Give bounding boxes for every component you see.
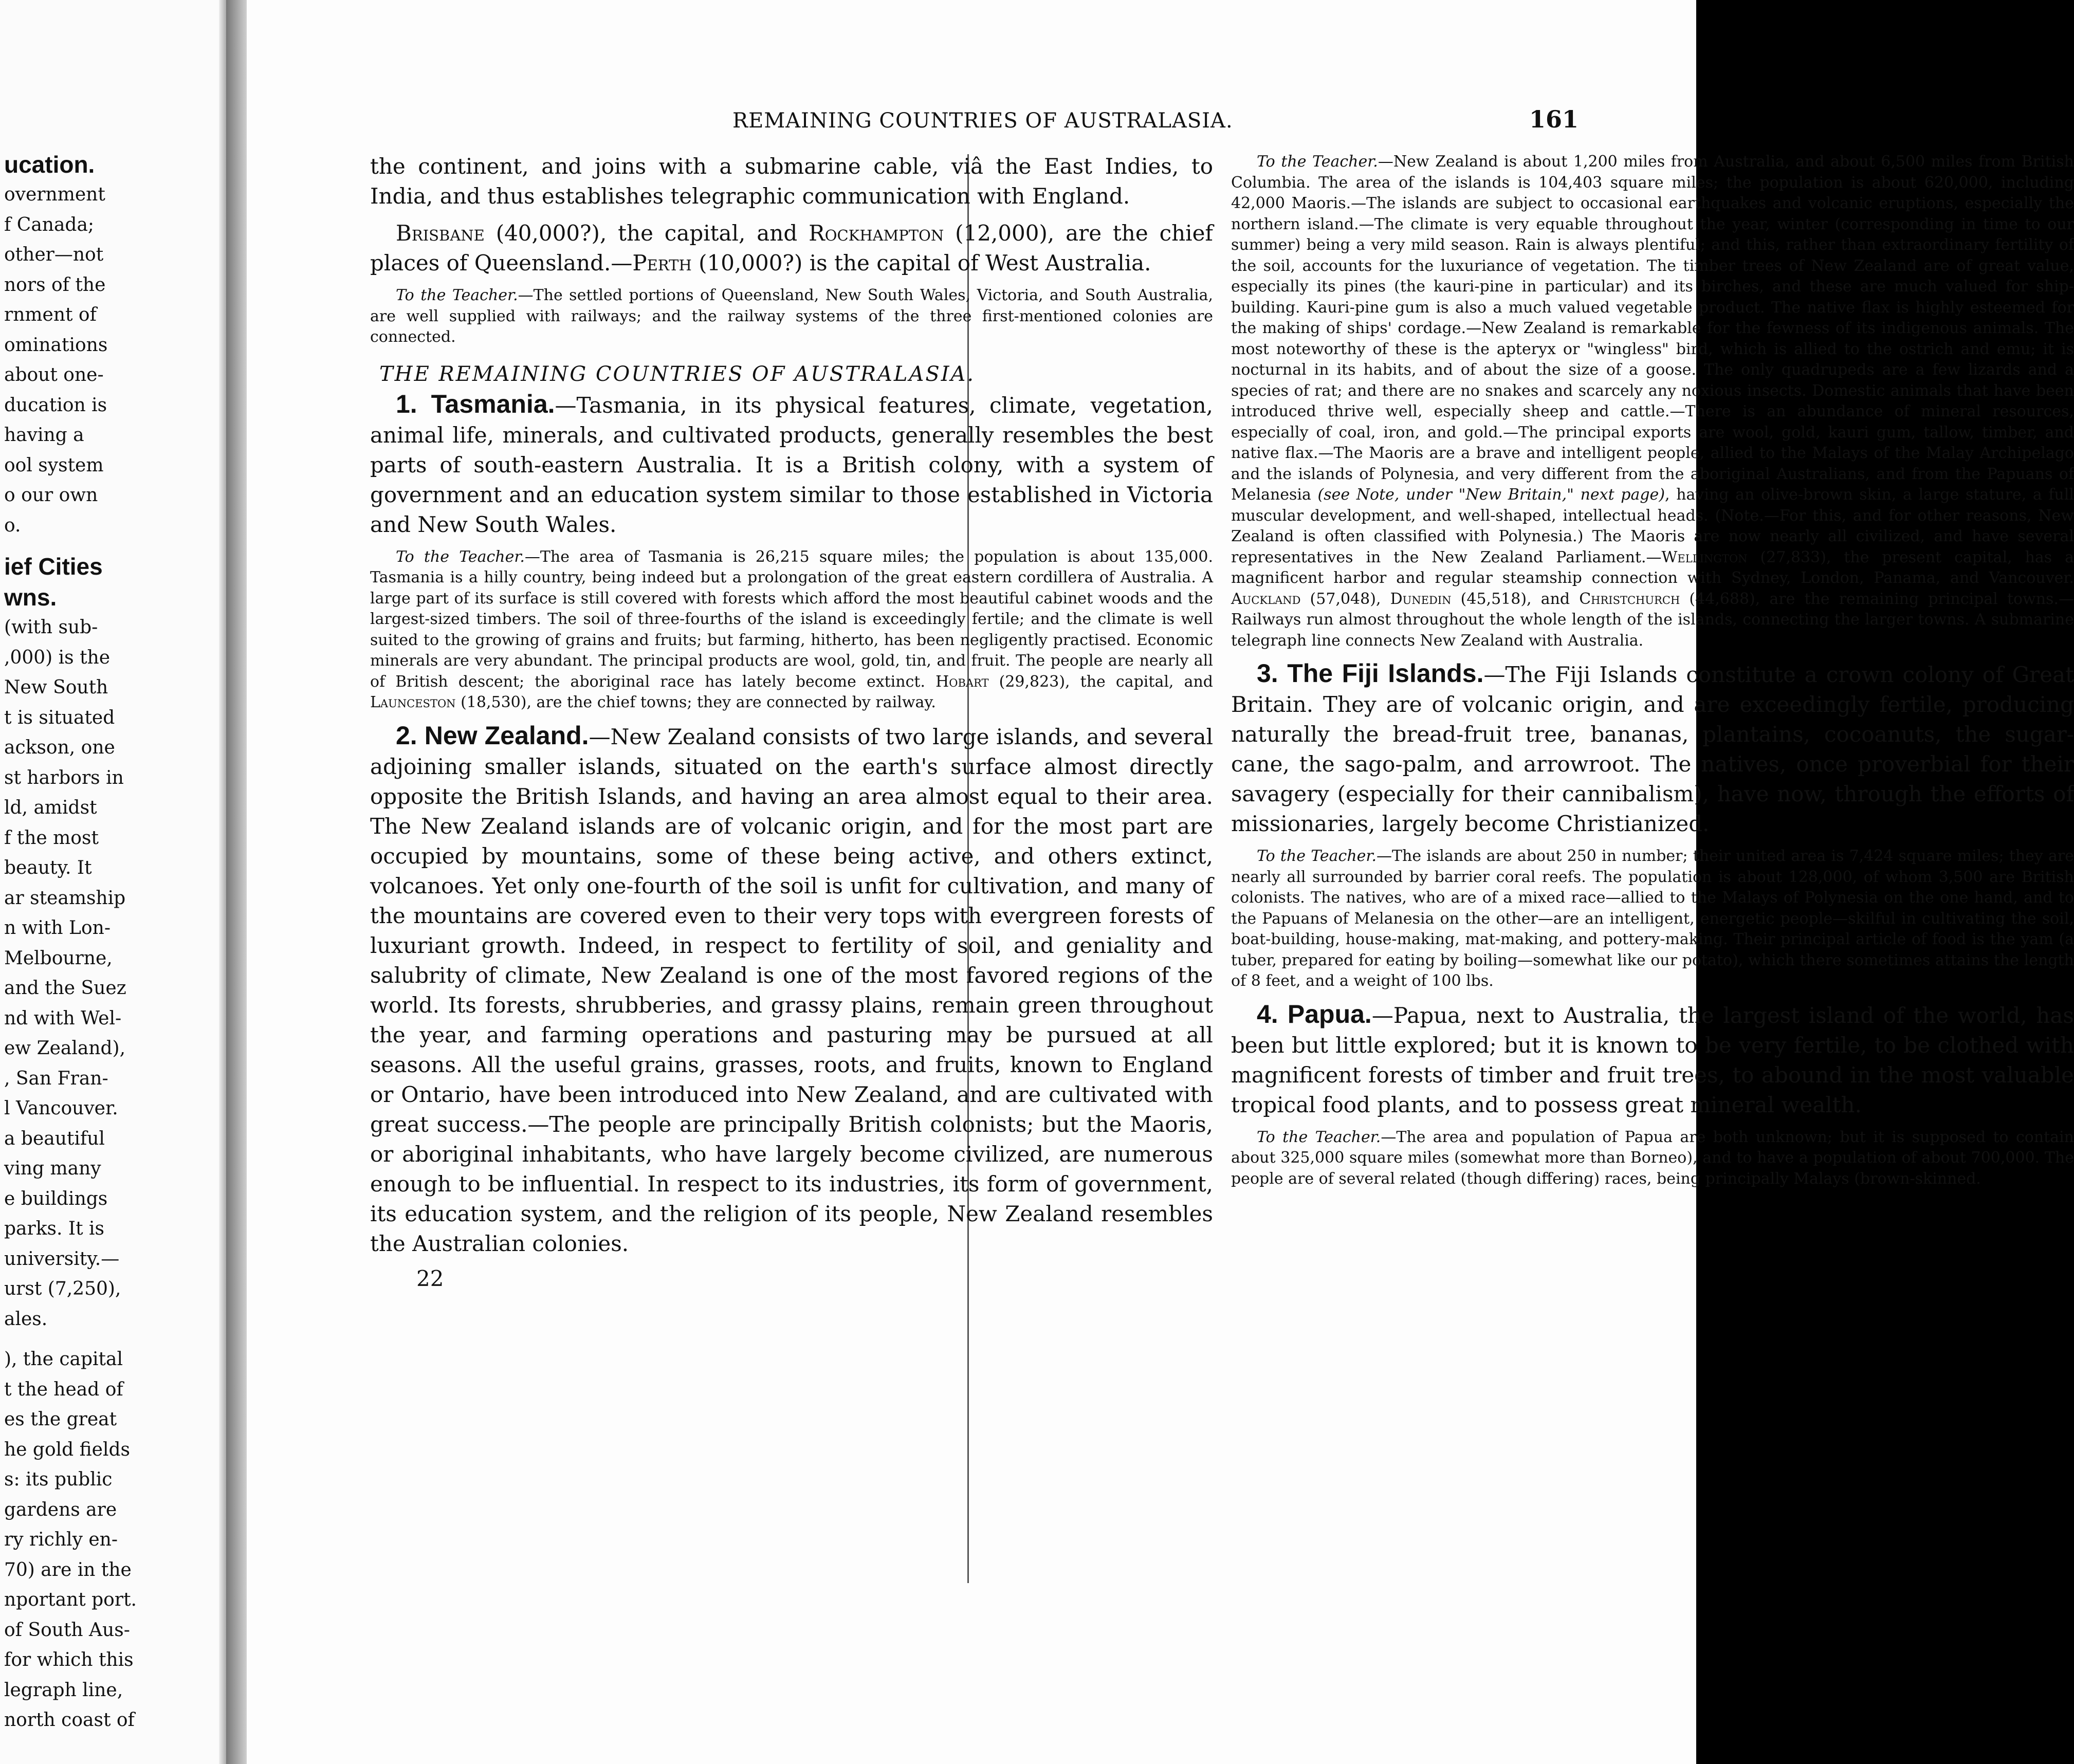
left-page-line: ool system <box>4 454 104 476</box>
tasmania-heading: 1. Tasmania. <box>396 389 555 418</box>
left-page-line: (with sub- <box>4 617 98 638</box>
left-page-line: nportant port. <box>4 1589 137 1610</box>
left-page-line: beauty. It <box>4 857 92 878</box>
fiji-paragraph <box>1231 658 2074 839</box>
note-label: To the Teacher. <box>396 286 518 304</box>
left-page-fragment <box>0 0 226 1764</box>
left-page-line: ew Zealand), <box>4 1038 126 1059</box>
fiji-heading: 3. The Fiji Islands. <box>1257 659 1484 688</box>
text-run: (44,688), are the remaining principal towns.—Railways run almost throughout the whole length of the islands, connecting the larger towns. A submarine telegraph line connects New Zealand with Australia. <box>1231 590 2074 650</box>
left-page-line: ales. <box>4 1308 48 1330</box>
note-text: , having an olive-brown skin, a large stature, a full muscular development, and well-shaped, intellectual heads. (Note.—For this, and for other reasons, New Zealand is often classified with Polynesia.) The Maoris are now nearly all civilized, and have several representatives in the New Zealand Parliament.— <box>1231 486 2074 566</box>
page-number: 161 <box>1529 105 1579 133</box>
running-head: REMAINING COUNTRIES OF AUSTRALASIA. <box>732 109 1233 133</box>
left-page-line: wns. <box>4 584 57 611</box>
left-page-line: legraph line, <box>4 1679 123 1701</box>
left-page-line: ry richly en- <box>4 1529 118 1550</box>
note-text: —The area and population of Papua are both unknown; but it is supposed to contain about 325,000 square miles (somewhat more than Borneo), and to have a population of about 700,000. The people are of several related (though differing) races, being principally Malays (brown-skinned. <box>1231 1128 2074 1188</box>
note-text: —The islands are about 250 in number; their united area is 7,424 square miles; they are nearly all surrounded by barrier coral reefs. The population is about 128,000, of whom 3,500 are British colonists. The natives, who are of a mixed race—allied to the Malays of Polynesia on the one hand, and to the Papuans of Melanesia on the other—are an intelligent, energetic people—skilful in cultivating the soil, boat-building, house-making, mat-making, and pottery-making. Their principal article of food is the yam (a tuber, prepared for eating by boiling—somewhat like our potato), which there sometimes attains the length of 8 feet, and a weight of 100 lbs. <box>1231 847 2074 990</box>
left-page-line: parks. It is <box>4 1218 105 1239</box>
left-page-line: gardens are <box>4 1499 117 1520</box>
text-run: (40,000?), the capital, and <box>484 220 809 246</box>
text-run: (18,530), are the chief towns; they are connected by railway. <box>455 693 936 711</box>
left-page-line: overnment <box>4 184 105 205</box>
note-cross-reference: (see Note, under "New Britain," next page) <box>1317 486 1665 504</box>
place-christchurch: Christchurch <box>1579 590 1680 608</box>
left-page-line: north coast of <box>4 1710 135 1731</box>
left-page-line: of South Aus- <box>4 1619 130 1641</box>
text-run: (45,518), and <box>1451 590 1580 608</box>
left-page-line: e buildings <box>4 1188 108 1209</box>
left-page-line: f the most <box>4 827 99 849</box>
left-page-text <box>4 149 225 1736</box>
new-zealand-paragraph <box>370 721 1213 1259</box>
left-page-line: New South <box>4 677 108 698</box>
teacher-note-tasmania <box>370 547 1213 713</box>
teacher-note-railways <box>370 285 1213 348</box>
text-run: (29,823), the capital, and <box>988 672 1213 691</box>
signature-folio: 22 <box>416 1265 444 1291</box>
left-page-line: o. <box>4 514 21 536</box>
left-page-line: s: its public <box>4 1469 113 1490</box>
left-page-line: ), the capital <box>4 1349 123 1370</box>
place-wellington: Wellington <box>1661 548 1748 566</box>
place-brisbane: Brisbane <box>396 220 485 246</box>
left-page-line: o our own <box>4 485 98 506</box>
teacher-note-papua <box>1231 1127 2074 1190</box>
left-page-line: es the great <box>4 1409 117 1430</box>
capitals-paragraph <box>370 218 1213 278</box>
text-run: (10,000?) is the capital of West Australia. <box>691 250 1151 275</box>
left-page-line: nors of the <box>4 274 106 296</box>
note-label: To the Teacher. <box>1257 847 1376 865</box>
text-run: (27,833), the present capital, has a magnificent harbor and regular steamship connection with Sydney, London, Panama, and Vancouver. <box>1231 548 2074 587</box>
left-column <box>370 152 1213 1291</box>
left-page-line: having a <box>4 425 84 446</box>
left-page-line: ld, amidst <box>4 797 97 818</box>
left-page-line: ving many <box>4 1158 101 1179</box>
left-page-line: a beautiful <box>4 1128 105 1149</box>
left-page-line: st harbors in <box>4 767 124 788</box>
tasmania-text: —Tasmania, in its physical features, climate, vegetation, animal life, minerals, and cultivated products, generally resembles the best parts of south-eastern Australia. It is a British colony, with a system of government and an education system similar to those established in Victoria and New South Wales. <box>370 392 1214 537</box>
left-page-line: Melbourne, <box>4 947 113 969</box>
left-page-line: 70) are in the <box>4 1559 132 1581</box>
papua-text: —Papua, next to Australia, the largest island of the world, has been but little explored; but it is known to be very fertile, to be clothed with magnificent forests of timber and fruit trees, to abound in the most valuable tropical food plants, and to possess great mineral wealth. <box>1231 1002 2074 1117</box>
left-page-line: l Vancouver. <box>4 1098 118 1119</box>
left-page-line: nd with Wel- <box>4 1007 122 1029</box>
left-page-line: n with Lon- <box>4 917 111 939</box>
right-column <box>1231 152 2074 1197</box>
note-text: —New Zealand is about 1,200 miles from Australia, and about 6,500 miles from British Columbia. The area of the islands is 104,403 square miles; the population is about 620,000, including 42,000 Maoris.—The islands are subject to occasional earthquakes and volcanic eruptions, especially the northern island.—The climate is very equable throughout the year, winter (corresponding in time to our summer) being a very mild season. Rain is always plentiful; and this, rather than extraordinary fertility of the soil, accounts for the luxuriance of vegetation. The timber trees of New Zealand are of great value, especially its pines (the kauri-pine in particular) and its birches, and these are much valued for ship-building. Kauri-pine gum is also a much valued vegetable product. The native flax is highly esteemed for the making of ships' cordage.—New Zealand is remarkable for the fewness of its indigenous animals. The most noteworthy of these is the apteryx or "wingless" bird, which is allied to the ostrich and emu; it is nocturnal in its habits, and of about the size of a goose. The only quadrupeds are a few lizards and a species of rat; and there are no snakes and scarcely any noxious insects. Domestic animals that have been introduced thrive well, especially sheep and cattle.—There is an abundance of mineral resources, especially of coal, iron, and gold.—The principal exports are wool, gold, kauri gum, tallow, timber, and native flax.—The Maoris are a brave and intelligent people, allied to the Malays of the Malay Archipelago and the islands of Polynesia, and very different from the aboriginal Australians, and from the Papuans of Melanesia <box>1231 153 2074 504</box>
left-page-line: , San Fran- <box>4 1068 108 1089</box>
place-hobart: Hobart <box>935 672 989 691</box>
left-page-line: ucation. <box>4 151 95 178</box>
right-page <box>247 0 2074 1764</box>
left-page-line: t is situated <box>4 707 115 728</box>
page-fold-shadow <box>219 0 226 1764</box>
left-page-line: other—not <box>4 244 104 265</box>
left-page-line: ,000) is the <box>4 647 111 668</box>
place-dunedin: Dunedin <box>1390 590 1452 608</box>
text-run: (12,000), are the chief places of Queensland.— <box>370 220 1213 275</box>
note-text: —The settled portions of Queensland, New South Wales, Victoria, and South Australia, are well supplied with railways; and the railway systems of the three first-mentioned colonies are connected. <box>370 286 1213 346</box>
left-page-line: about one- <box>4 364 104 385</box>
left-page-line: university.— <box>4 1248 120 1270</box>
left-page-line: ominations <box>4 334 108 356</box>
fiji-text: —The Fiji Islands constitute a crown colony of Great Britain. They are of volcanic origin, and are exceedingly fertile, producing naturally the bread-fruit tree, bananas, plantains, cocoanuts, the sugar-cane, the sago-palm, and arrowroot. The natives, once proverbial for their savagery (especially for their cannibalism), have now, through the efforts of missionaries, largely become Christianized. <box>1231 662 2074 836</box>
teacher-note-new-zealand <box>1231 152 2074 651</box>
left-page-line: he gold fields <box>4 1439 131 1460</box>
left-page-line: and the Suez <box>4 978 126 999</box>
place-auckland: Auckland <box>1231 590 1301 608</box>
place-perth: Perth <box>632 250 692 275</box>
place-rockhampton: Rockhampton <box>809 220 944 246</box>
left-page-line: urst (7,250), <box>4 1278 121 1299</box>
papua-heading: 4. Papua. <box>1257 999 1372 1028</box>
left-page-line: f Canada; <box>4 214 95 235</box>
new-zealand-text: —New Zealand consists of two large islands, and several adjoining smaller islands, situated on the earth's surface almost directly opposite the British Islands, and having an area almost equal to their area. The New Zealand islands are of volcanic origin, and for the most part are occupied by mountains, some of these being active, and others extinct, volcanoes. Yet only one-fourth of the soil is unfit for cultivation, and many of the mountains are covered even to their very tops with evergreen forests of luxuriant growth. Indeed, in respect to fertility of soil, and geniality and salubrity of climate, New Zealand is one of the most favored regions of the world. Its forests, shrubberies, and grassy plains, remain green throughout the year, and farming operations and pasturing may be pursued at all seasons. All the useful grains, grasses, roots, and fruits, known to England or Ontario, have been introduced into New Zealand, and are cultivated with great success.—The people are principally British colonists; but the Maoris, or aboriginal inhabitants, who have largely become civilized, are numerous enough to be influential. In respect to its industries, its form of government, its education system, and the religion of its people, New Zealand resembles the Australian colonies. <box>370 724 1214 1256</box>
new-zealand-heading: 2. New Zealand. <box>396 721 589 750</box>
book-gutter <box>226 0 247 1764</box>
section-title: THE REMAINING COUNTRIES OF AUSTRALASIA. <box>379 362 976 386</box>
left-page-line: t the head of <box>4 1379 123 1400</box>
papua-paragraph <box>1231 999 2074 1120</box>
note-label: To the Teacher. <box>1257 153 1378 171</box>
continuation-paragraph: the continent, and joins with a submarine cable, viâ the East Indies, to India, and thus establishes telegraphic communication with England. <box>370 154 1213 209</box>
place-launceston: Launceston <box>370 693 456 711</box>
left-page-line: rnment of <box>4 304 97 325</box>
left-page-line: for which this <box>4 1649 134 1670</box>
left-page-line: ief Cities <box>4 553 103 580</box>
note-label: To the Teacher. <box>396 547 525 566</box>
left-page-line: ducation is <box>4 394 107 416</box>
text-run: (57,048), <box>1300 590 1390 608</box>
left-page-line: ackson, one <box>4 737 115 758</box>
teacher-note-fiji <box>1231 846 2074 992</box>
left-page-line: ar steamship <box>4 887 126 909</box>
note-label: To the Teacher. <box>1257 1128 1381 1146</box>
tasmania-paragraph <box>370 389 1213 540</box>
note-text: —The area of Tasmania is 26,215 square miles; the population is about 135,000. Tasmania is a hilly country, being indeed but a prolongation of the great eastern cordillera of Australia. A large part of its surface is still covered with forests which afford the most beautiful cabinet woods and the largest-sized timbers. The soil of three-fourths of the island is exceedingly fertile; and the climate is well suited to the growing of grains and fruits; but farming, hitherto, has been negligently practised. Economic minerals are very abundant. The principal products are wool, gold, tin, and fruit. The people are nearly all of British descent; the aboriginal race has lately become extinct. <box>370 547 1213 691</box>
